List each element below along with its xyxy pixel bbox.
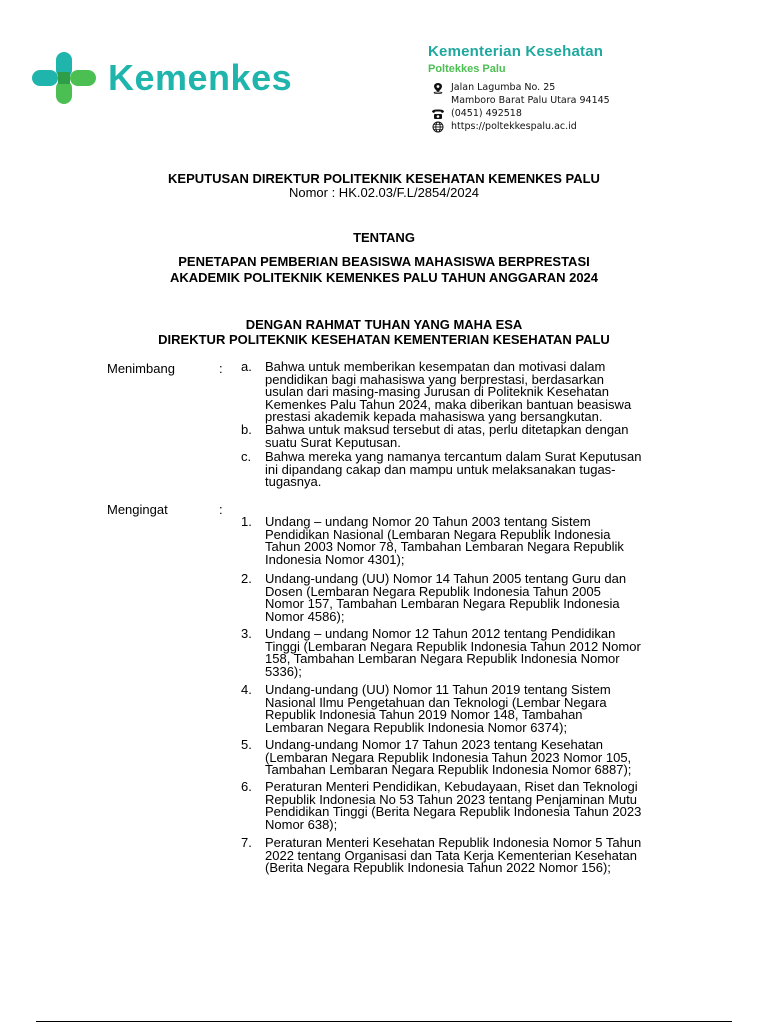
mengingat-item-marker: 5. <box>241 737 252 752</box>
mengingat-colon: : <box>219 502 223 517</box>
mengingat-item-marker: 4. <box>241 682 252 697</box>
kemenkes-logo <box>32 50 292 106</box>
mengingat-item-line: Undang-undang (UU) Nomor 14 Tahun 2005 tentang Guru dan <box>265 571 627 586</box>
mengingat-item-line: 158, Tambahan Lembaran Negara Republik Indonesia Nomor <box>265 651 620 666</box>
menimbang-label: Menimbang <box>107 361 175 376</box>
mengingat-label: Mengingat <box>107 502 168 517</box>
menimbang-item-line: prestasi akademik kepada mahasiswa yang bersangkutan. <box>265 409 603 424</box>
mengingat-item-marker: 1. <box>241 514 252 529</box>
menimbang-item-marker: b. <box>241 422 252 437</box>
address-text-1: Jalan Lagumba No. 25 <box>451 82 556 93</box>
mengingat-item-marker: 3. <box>241 626 252 641</box>
mengingat-item-line: Undang-undang Nomor 17 Tahun 2023 tentang Kesehatan <box>265 737 604 752</box>
mengingat-item <box>241 516 666 566</box>
menimbang-item-line: Kemenkes Palu Tahun 2024, maka diberikan bantuan beasiswa <box>265 396 632 412</box>
mengingat-item-line: Dosen (Lembaran Negara Republik Indonesia Tahun 2005 <box>265 583 601 599</box>
ministry-block <box>428 43 603 75</box>
mengingat-item-marker: 6. <box>241 779 252 794</box>
phone-line <box>431 107 610 120</box>
menimbang-item-line: tugasnya. <box>265 474 322 489</box>
director-line: DIREKTUR POLITEKNIK KESEHATAN KEMENTERIAN KESEHATAN PALU <box>158 332 610 347</box>
menimbang-item <box>241 424 666 449</box>
mengingat-item-line: Tahun 2003 Nomor 78, Tambahan Lembaran Negara Republik <box>265 539 624 554</box>
mengingat-item-line: Undang-undang (UU) Nomor 11 Tahun 2019 tentang Sistem <box>265 682 611 697</box>
mengingat-item-marker: 2. <box>241 571 252 586</box>
globe-icon <box>431 121 445 133</box>
ministry-name: Kementerian Kesehatan <box>428 43 604 60</box>
mengingat-item <box>241 781 666 831</box>
blessing-line: DENGAN RAHMAT TUHAN YANG MAHA ESA <box>245 317 523 332</box>
mengingat-item <box>241 837 666 875</box>
menimbang-item-line: suatu Surat Keputusan. <box>265 434 401 450</box>
mengingat-item <box>241 739 666 777</box>
menimbang-item-line: ini dipandang cakap dan mampu untuk melaksanakan tugas- <box>265 461 616 477</box>
mengingat-item-line: Republik Indonesia Tahun 2019 Nomor 148, Tambahan <box>265 707 583 722</box>
address-line-2 <box>431 94 610 107</box>
logo-text: Kemenkes <box>108 57 293 98</box>
kemenkes-emblem-icon <box>32 50 96 106</box>
mengingat-item-line: Nomor 4586); <box>265 608 345 624</box>
mengingat-item-line: Republik Indonesia No 53 Tahun 2023 tentang Penjaminan Mutu <box>265 791 637 807</box>
institution-name: Poltekkes Palu <box>428 63 506 75</box>
mengingat-item-line: Undang – undang Nomor 12 Tahun 2012 tentang Pendidikan <box>265 626 616 641</box>
mengingat-item-line: Undang – undang Nomor 20 Tahun 2003 tentang Sistem <box>265 514 591 529</box>
mengingat-item <box>241 573 666 623</box>
phone-icon <box>431 108 445 120</box>
menimbang-item <box>241 361 666 424</box>
decree-number: Nomor : HK.02.03/F.L/2854/2024 <box>288 185 480 200</box>
mengingat-item-line: Nasional Ilmu Pengetahuan dan Teknologi (Lembar Negara <box>265 694 607 710</box>
contact-info <box>431 81 610 133</box>
mengingat-item-marker: 7. <box>241 835 252 850</box>
mengingat-item-line: Tinggi (Lembaran Negara Republik Indonesia Tahun 2012 Nomor <box>265 638 641 654</box>
mengingat-item <box>241 684 666 734</box>
mengingat-item-line: (Lembaran Negara Republik Indonesia Tahun 2023 Nomor 105, <box>265 749 632 765</box>
address-line-1 <box>431 81 610 94</box>
decree-title: KEPUTUSAN DIREKTUR POLITEKNIK KESEHATAN KEMENKES PALU <box>168 171 600 186</box>
mengingat-item-line: Nomor 157, Tambahan Lembaran Negara Republik Indonesia <box>265 596 620 611</box>
menimbang-item-line: Bahwa untuk memberikan kesempatan dan motivasi dalam <box>265 359 606 374</box>
mengingat-item-line: 5336); <box>265 663 302 679</box>
mengingat-item-line: 2022 tentang Organisasi dan Tata Kerja Kementerian Kesehatan <box>265 847 637 863</box>
mengingat-item <box>241 628 666 678</box>
page-bottom-divider <box>36 1021 732 1022</box>
subject-line-1: PENETAPAN PEMBERIAN BEASISWA MAHASISWA BERPRESTASI <box>178 254 590 269</box>
mengingat-item-line: Indonesia Nomor 4301); <box>265 551 405 567</box>
menimbang-item-line: usulan dari masing-masing Jurusan di Politeknik Kesehatan <box>265 384 609 399</box>
menimbang-item-line: Bahwa untuk maksud tersebut di atas, perlu ditetapkan dengan <box>265 422 629 437</box>
website-link[interactable]: https://poltekkespalu.ac.id <box>451 121 577 132</box>
menimbang-item <box>241 451 666 489</box>
menimbang-colon: : <box>219 361 223 376</box>
subject-line-2: AKADEMIK POLITEKNIK KEMENKES PALU TAHUN ANGGARAN 2024 <box>169 270 599 285</box>
tentang-heading: TENTANG <box>353 230 415 245</box>
mengingat-item-line: Pendidikan Tinggi (Berita Negara Republik Indonesia Tahun 2023 <box>265 804 642 819</box>
mengingat-item-line: Tambahan Lembaran Negara Republik Indonesia Nomor 6887); <box>265 762 632 777</box>
mengingat-item-line: (Berita Negara Republik Indonesia Tahun 2022 Nomor 156); <box>265 860 611 875</box>
location-icon <box>431 82 445 94</box>
website-line <box>431 120 610 133</box>
mengingat-item-line: Lembaran Negara Republik Indonesia Nomor 6374); <box>265 719 568 735</box>
menimbang-item-marker: c. <box>241 449 252 464</box>
address-text-2: Mamboro Barat Palu Utara 94145 <box>451 95 610 106</box>
menimbang-item-line: Bahwa mereka yang namanya tercantum dalam Surat Keputusan <box>265 449 642 464</box>
phone-text: (0451) 492518 <box>451 108 522 119</box>
mengingat-item-line: Pendidikan Nasional (Lembaran Negara Republik Indonesia <box>265 526 611 542</box>
menimbang-item-line: pendidikan bagi mahasiswa yang berprestasi, berdasarkan <box>265 371 604 387</box>
mengingat-item-line: Peraturan Menteri Pendidikan, Kebudayaan, Riset dan Teknologi <box>265 779 638 794</box>
mengingat-item-line: Peraturan Menteri Kesehatan Republik Indonesia Nomor 5 Tahun <box>265 835 642 850</box>
menimbang-item-marker: a. <box>241 359 252 374</box>
mengingat-item-line: Nomor 638); <box>265 816 338 832</box>
